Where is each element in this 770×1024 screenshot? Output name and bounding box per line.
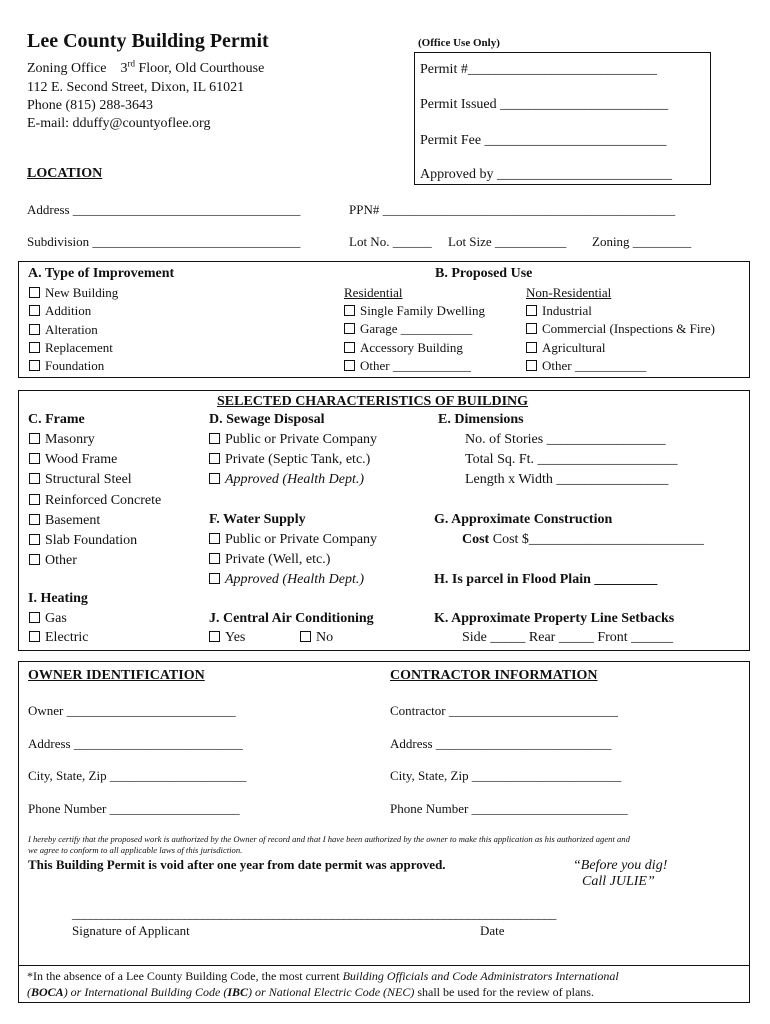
footnote-line1: *In the absence of a Lee County Building Code, the most current Building Officials and Code Administrators International [27, 969, 619, 983]
checkbox-icon [29, 514, 40, 525]
frame-checkbox-item[interactable] [29, 533, 137, 549]
checkbox-label: Industrial [542, 303, 592, 318]
office-use-heading: (Office Use Only) [418, 37, 500, 49]
frame-checkbox-item[interactable] [29, 472, 132, 488]
checkbox-icon [29, 287, 40, 298]
flood-plain-field[interactable]: H. Is parcel in Flood Plain _________ [434, 572, 658, 587]
permit-issued-field[interactable]: Permit Issued ________________________ [420, 97, 669, 112]
checkbox-icon [29, 473, 40, 484]
ac-no-checkbox[interactable]: No [300, 630, 333, 646]
nonres-checkbox-item[interactable] [526, 358, 646, 374]
footnote-line2: (BOCA) or International Building Code (IBC) or National Electric Code (NEC) shall be used for the review of plans. [27, 985, 594, 999]
owner-heading: OWNER IDENTIFICATION [28, 668, 205, 683]
frame-heading: C. Frame [28, 412, 85, 427]
checkbox-label: Other [45, 553, 77, 569]
checkbox-label: Replacement [45, 339, 113, 355]
dimension-field[interactable]: No. of Stories _________________ [465, 432, 666, 447]
checkbox-label: Alteration [45, 321, 98, 337]
dig-notice-line2: Call JULIE” [582, 874, 655, 889]
checkbox-icon [29, 612, 40, 623]
date-label: Date [480, 923, 505, 938]
checkbox-icon [209, 453, 220, 464]
checkbox-icon [209, 573, 220, 584]
signature-line[interactable]: __________________________________________________________________________________ [72, 906, 556, 921]
owner-address-field[interactable]: Address __________________________ [28, 736, 243, 751]
res-checkbox-item[interactable] [344, 321, 472, 337]
contractor-phone-field[interactable]: Phone Number ________________________ [390, 801, 628, 816]
setback-field[interactable]: Side _____ Rear _____ Front ______ [462, 630, 674, 645]
office-phone: Phone (815) 288-3643 [27, 98, 153, 113]
contractor-field[interactable]: Contractor __________________________ [390, 703, 618, 718]
checkbox-label: Electric [45, 630, 89, 645]
checkbox-label: Accessory Building [360, 339, 463, 355]
setback-heading: K. Approximate Property Line Setbacks [434, 611, 675, 626]
checkbox-icon [344, 342, 355, 353]
dig-notice-line1: “Before you dig! [573, 858, 668, 873]
checkbox-icon [209, 473, 220, 484]
checkbox-icon [29, 631, 40, 642]
checkbox-label: Approved (Health Dept.) [225, 472, 365, 488]
ac-yes-checkbox[interactable]: Yes [209, 630, 245, 646]
checkbox-label: Approved (Health Dept.) [225, 572, 365, 588]
checkbox-icon [209, 631, 220, 642]
checkbox-label: Private (Septic Tank, etc.) [225, 452, 371, 468]
checkbox-icon [526, 360, 537, 371]
checkbox-label: Commercial (Inspections & Fire) [542, 321, 715, 337]
dimensions-heading: E. Dimensions [438, 412, 524, 427]
checkbox-label: Masonry [45, 432, 95, 447]
lot-size-field[interactable]: Lot Size ___________ [448, 234, 567, 249]
nonres-checkbox-item[interactable] [526, 321, 715, 337]
checkbox-icon [344, 305, 355, 316]
checkbox-label: Private (Well, etc.) [225, 552, 331, 568]
checkbox-icon [29, 324, 40, 335]
checkbox-icon [526, 342, 537, 353]
res-checkbox-item[interactable] [344, 303, 485, 319]
checkbox-icon [209, 553, 220, 564]
improvement-heading: A. Type of Improvement [28, 266, 175, 281]
office-email: E-mail: dduffy@countyoflee.org [27, 116, 211, 131]
permit-number-field[interactable]: Permit #___________________________ [420, 62, 657, 77]
subdivision-field[interactable]: Subdivision ________________________________ [27, 234, 301, 249]
checkbox-label: Wood Frame [45, 452, 118, 468]
improvement-checkbox-item[interactable] [29, 340, 113, 356]
ppn-field[interactable]: PPN# _____________________________________________ [349, 202, 676, 217]
certify-text-line1: I hereby certify that the proposed work is authorized by the Owner of record and that I have been authorized by the owner to make this application as his authorized agent and [28, 834, 630, 844]
checkbox-label: Garage ___________ [360, 321, 473, 337]
water-checkbox-item[interactable] [209, 532, 377, 548]
dimension-field[interactable]: Length x Width ________________ [465, 472, 669, 488]
checkbox-icon [300, 631, 311, 642]
frame-checkbox-item[interactable] [29, 452, 117, 468]
frame-checkbox-item[interactable] [29, 432, 95, 448]
checkbox-label: Slab Foundation [45, 533, 138, 548]
checkbox-label: Foundation [45, 358, 105, 374]
page-title: Lee County Building Permit [27, 30, 269, 52]
water-checkbox-item[interactable] [209, 572, 364, 588]
location-heading: LOCATION [27, 166, 103, 181]
checkbox-icon [29, 433, 40, 444]
improvement-checkbox-item[interactable] [29, 322, 98, 338]
checkbox-label: Single Family Dwelling [360, 303, 485, 318]
frame-checkbox-item[interactable] [29, 493, 161, 509]
construction-cost-heading: G. Approximate Construction [434, 512, 613, 527]
checkbox-label: Agricultural [542, 339, 606, 355]
residential-heading: Residential [344, 285, 403, 300]
sewage-checkbox-item[interactable] [209, 432, 377, 448]
ac-heading: J. Central Air Conditioning [209, 611, 374, 626]
address-field[interactable]: Address ___________________________________ [27, 202, 301, 217]
sewage-checkbox-item[interactable] [209, 472, 364, 488]
checkbox-icon [29, 554, 40, 565]
characteristics-heading: SELECTED CHARACTERISTICS OF BUILDING [217, 394, 529, 409]
frame-checkbox-item[interactable] [29, 513, 100, 529]
signature-label: Signature of Applicant [72, 923, 190, 938]
proposed-use-heading: B. Proposed Use [435, 266, 533, 281]
water-checkbox-item[interactable] [209, 552, 330, 568]
checkbox-icon [344, 360, 355, 371]
contractor-heading: CONTRACTOR INFORMATION [390, 668, 598, 683]
checkbox-icon [526, 323, 537, 334]
owner-city-field[interactable]: City, State, Zip _____________________ [28, 768, 247, 783]
nonresidential-heading: Non-Residential [526, 285, 612, 300]
checkbox-icon [209, 433, 220, 444]
heating-heading: I. Heating [28, 591, 88, 606]
frame-checkbox-item[interactable] [29, 553, 77, 569]
water-heading: F. Water Supply [209, 512, 306, 527]
improvement-checkbox-item[interactable] [29, 303, 91, 319]
office-address: 112 E. Second Street, Dixon, IL 61021 [27, 80, 245, 95]
construction-cost-field[interactable]: Cost Cost $_________________________ [462, 532, 704, 547]
checkbox-icon [29, 305, 40, 316]
checkbox-label: New Building [45, 285, 119, 300]
checkbox-icon [209, 533, 220, 544]
checkbox-icon [29, 360, 40, 371]
improvement-checkbox-item[interactable] [29, 285, 118, 301]
checkbox-label: Structural Steel [45, 472, 132, 488]
sewage-heading: D. Sewage Disposal [209, 412, 325, 427]
owner-phone-field[interactable]: Phone Number ____________________ [28, 801, 240, 816]
checkbox-label: Addition [45, 303, 92, 319]
checkbox-icon [29, 534, 40, 545]
void-notice: This Building Permit is void after one year from date permit was approved. [28, 857, 446, 872]
dimension-field[interactable]: Total Sq. Ft. ____________________ [465, 452, 678, 468]
office-location: Zoning Office 3rd Floor, Old Courthouse [27, 58, 265, 76]
zoning-field[interactable]: Zoning _________ [592, 234, 692, 249]
checkbox-label: Other ____________ [360, 357, 471, 373]
approved-by-field[interactable]: Approved by _________________________ [420, 167, 672, 182]
checkbox-icon [29, 342, 40, 353]
res-checkbox-item[interactable] [344, 358, 471, 374]
res-checkbox-item[interactable] [344, 340, 463, 356]
checkbox-icon [526, 305, 537, 316]
checkbox-icon [344, 323, 355, 334]
certify-text-line2: we agree to conform to all applicable laws of this jurisdiction. [28, 845, 243, 855]
heat-checkbox-item[interactable] [29, 611, 67, 627]
sewage-checkbox-item[interactable] [209, 452, 370, 468]
nonres-checkbox-item[interactable] [526, 303, 592, 319]
checkbox-label: Other ___________ [542, 357, 647, 373]
checkbox-label: Reinforced Concrete [45, 492, 162, 508]
checkbox-label: Basement [45, 512, 101, 528]
heat-checkbox-item[interactable] [29, 630, 89, 646]
owner-field[interactable]: Owner __________________________ [28, 703, 236, 718]
checkbox-label: Public or Private Company [225, 532, 378, 547]
checkbox-label: Public or Private Company [225, 432, 378, 447]
contractor-address-field[interactable]: Address ___________________________ [390, 736, 612, 751]
contractor-city-field[interactable]: City, State, Zip _______________________ [390, 768, 622, 783]
permit-fee-field[interactable]: Permit Fee __________________________ [420, 133, 667, 148]
lot-no-field[interactable]: Lot No. ______ [349, 234, 432, 249]
checkbox-icon [29, 494, 40, 505]
checkbox-icon [29, 453, 40, 464]
improvement-checkbox-item[interactable] [29, 358, 104, 374]
checkbox-label: Gas [45, 611, 67, 626]
nonres-checkbox-item[interactable] [526, 340, 606, 356]
